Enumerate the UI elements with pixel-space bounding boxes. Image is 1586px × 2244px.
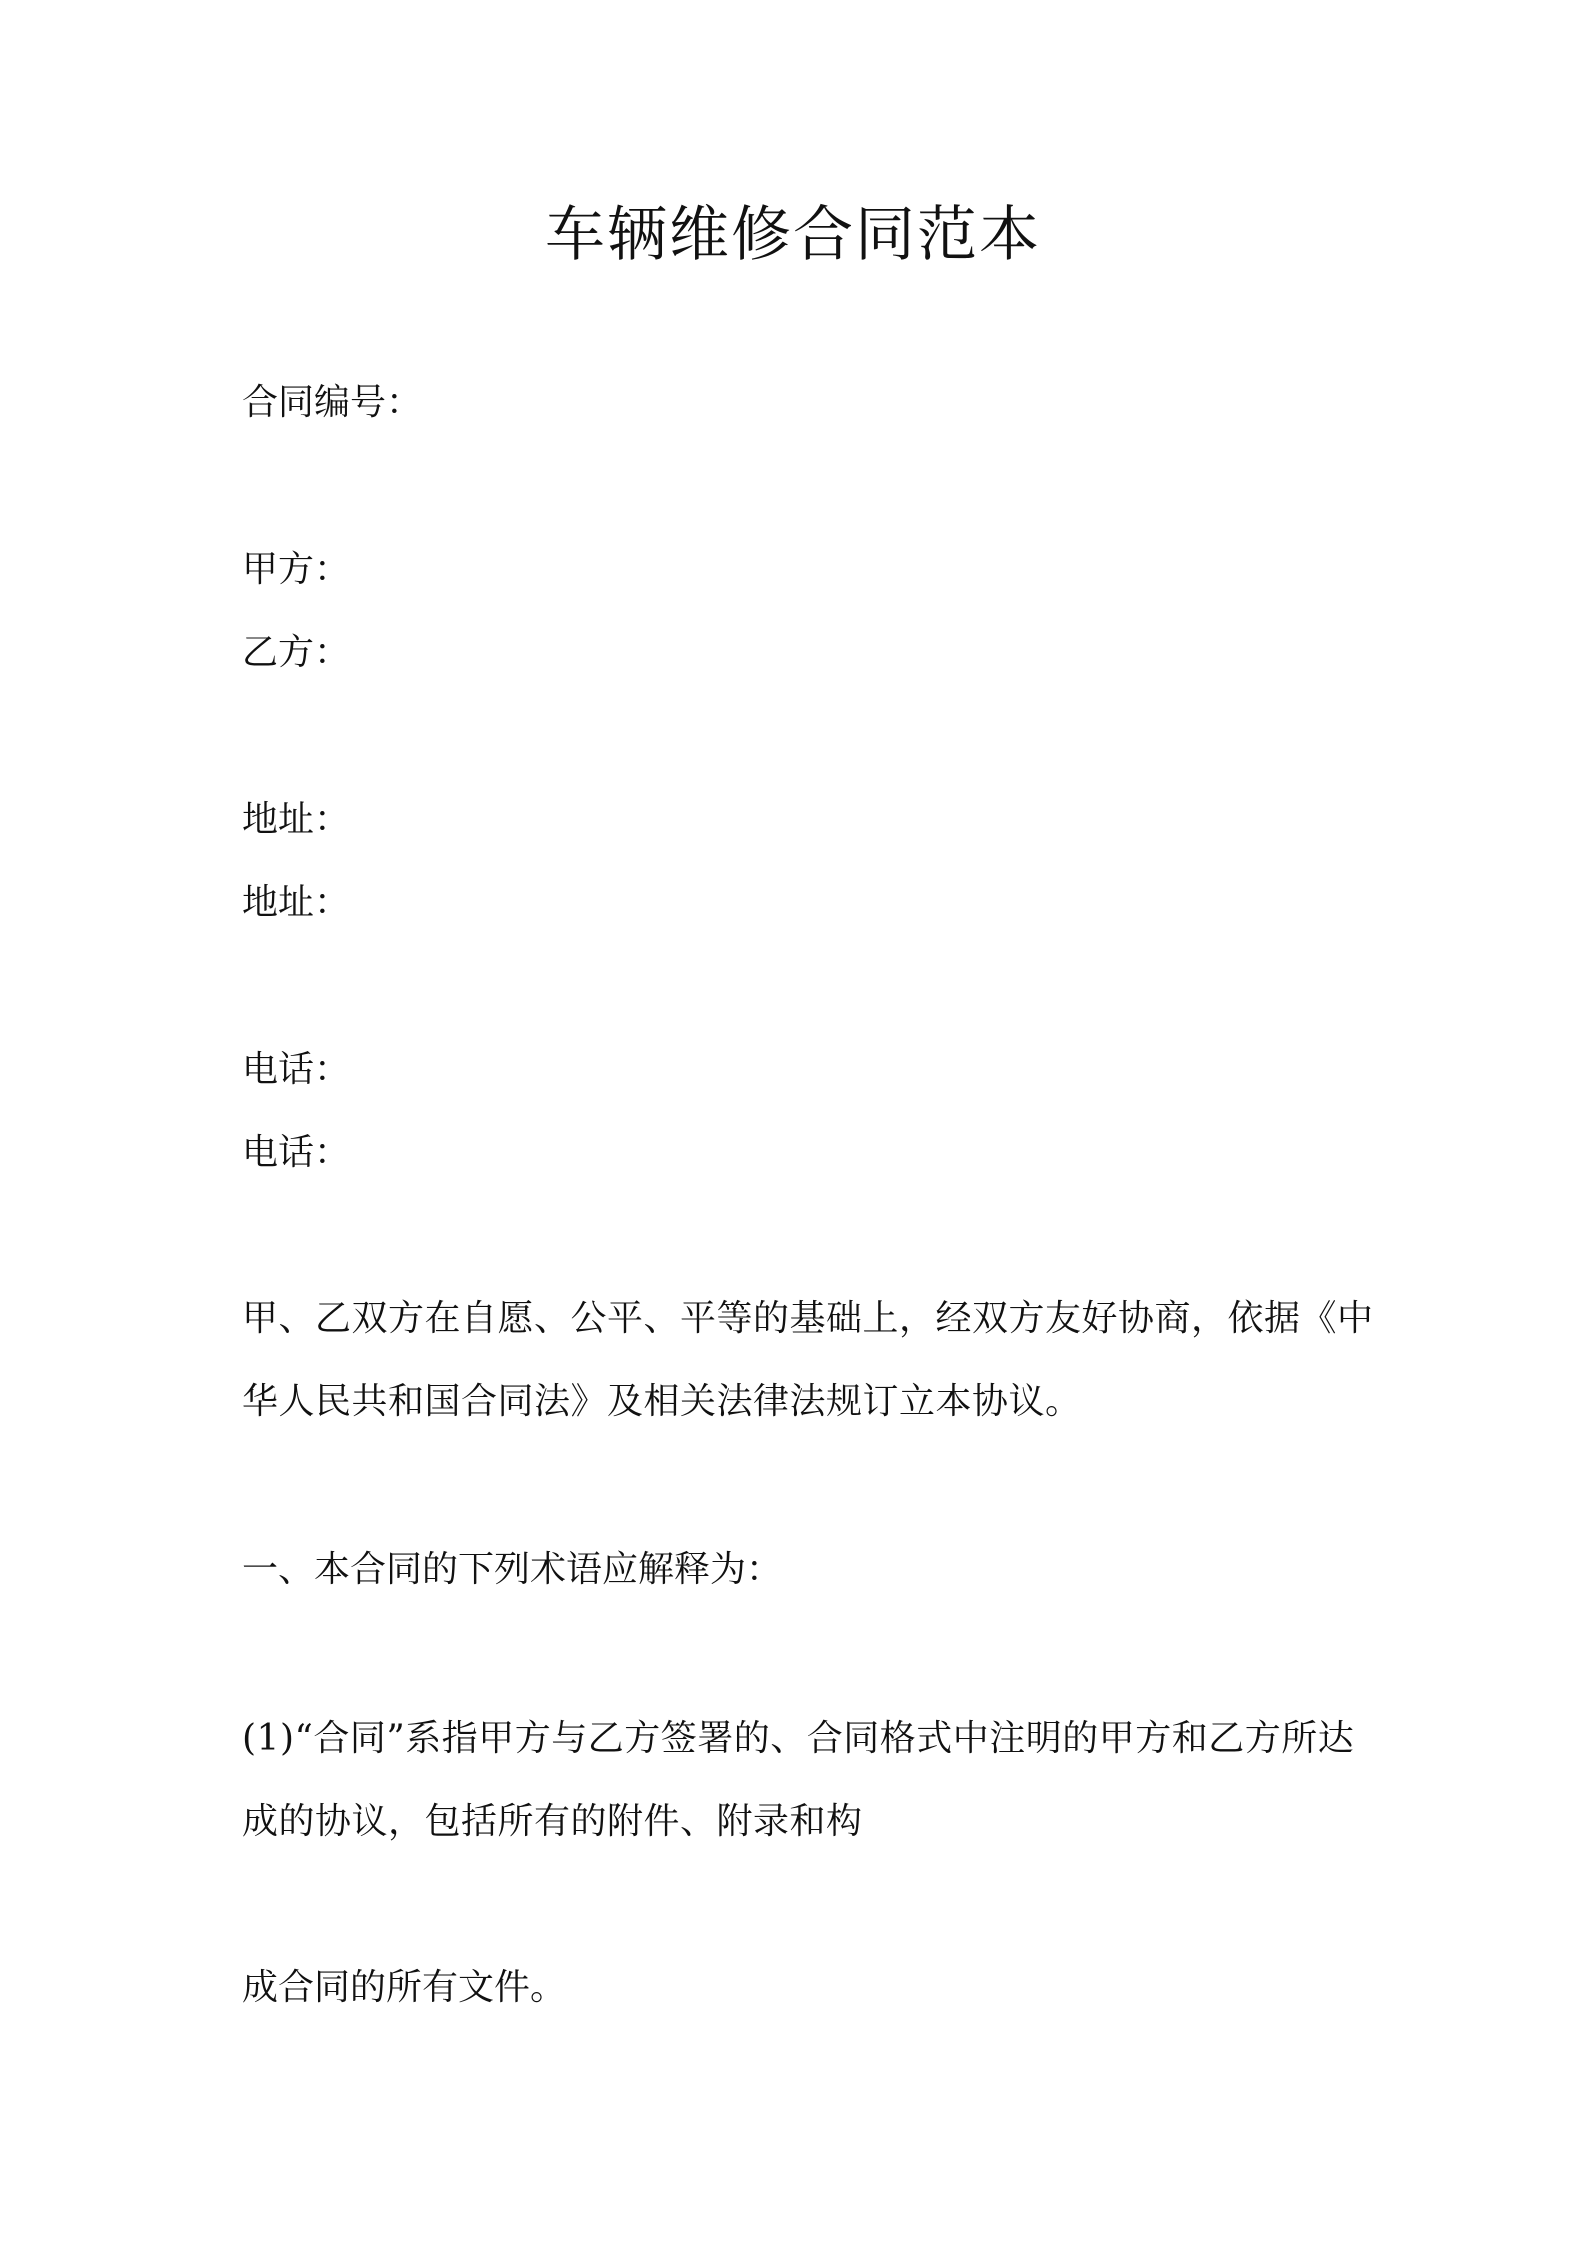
intro-line: 华人民共和国合同法》及相关法律法规订立本协议。 — [242, 1381, 1082, 1422]
clause-1-paragraph — [242, 1697, 1362, 1863]
document-title: 车辆维修合同范本 — [545, 200, 1041, 270]
phone-b-label: 电话： — [242, 1132, 351, 1173]
party-b-label: 乙方： — [242, 632, 351, 673]
address-a-label: 地址： — [242, 799, 351, 840]
clause-1-line: (1)“合同”系指甲方与乙方签署的、合同格式中注明的甲方和乙方所达 — [242, 1718, 1355, 1759]
clause-1-continuation: 成合同的所有文件。 — [242, 1967, 567, 2008]
party-a-label: 甲方： — [242, 549, 351, 590]
contract-number-label: 合同编号： — [242, 382, 423, 423]
intro-line: 甲、乙双方在自愿、公平、平等的基础上，经双方友好协商，依据《中 — [242, 1298, 1374, 1339]
address-b-label: 地址： — [242, 882, 351, 923]
phone-a-label: 电话： — [242, 1049, 351, 1090]
section-1-heading: 一、本合同的下列术语应解释为： — [242, 1549, 783, 1590]
clause-1-line: 成的协议，包括所有的附件、附录和构 — [242, 1801, 863, 1842]
intro-paragraph — [242, 1277, 1374, 1443]
